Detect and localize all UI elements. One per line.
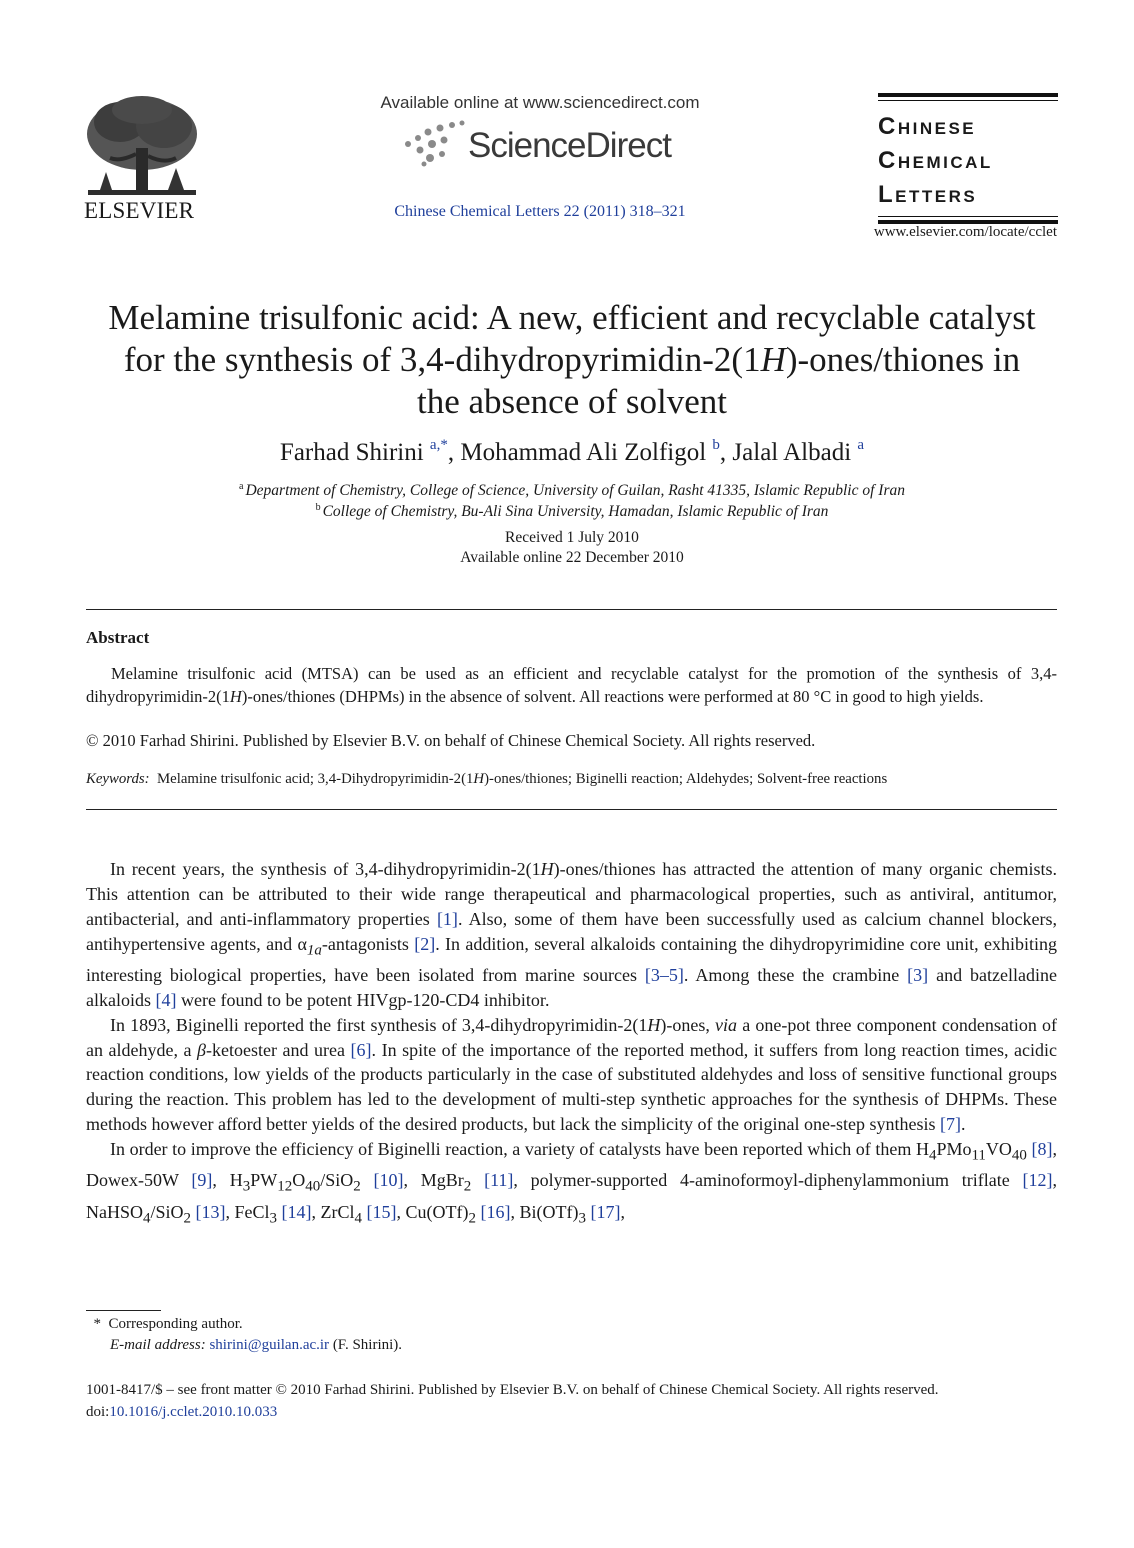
reference-link[interactable]: [8] <box>1031 1138 1053 1159</box>
reference-link[interactable]: [7] <box>939 1114 961 1135</box>
available-online-date: Available online 22 December 2010 <box>460 549 684 566</box>
reference-link[interactable]: [14] <box>281 1201 312 1222</box>
body-paragraph-3: In order to improve the efficiency of Biginelli reaction, a variety of catalysts have been reported which of them $H_4PMo_{11}VO_{40}$ [8], Dowex-50W [9], $H_3PW_{12}O_{40}/SiO_2$ [10], MgBr$_2$ [11], polymer-supported 4-aminoformoyl-diphenylammonium triflate [12], NaHSO$_4$/SiO$_2$ [13], FeCl$_3$ [14], ZrCl$_4$ [15], $Cu(OTf)_2$ [16], $Bi(OTf)_3$ [17], <box>86 1138 1058 1227</box>
author-list: Farhad Shirini $^{a,*}$, Mohammad Ali Zolfigol $^b$, Jalal Albadi $^a$ <box>279 437 865 466</box>
journal-masthead <box>878 93 1058 224</box>
reference-link[interactable]: [6] <box>350 1039 372 1060</box>
affiliation-b: $^b$ College of Chemistry, Bu-Ali Sina University, Hamadan, Islamic Republic of Iran <box>315 502 829 520</box>
journal-citation-link[interactable]: Chinese Chemical Letters 22 (2011) 318–321 <box>394 203 686 220</box>
author-name: Mohammad Ali Zolfigol <box>460 439 707 466</box>
email-link[interactable]: shirini@guilan.ac.ir <box>209 1337 330 1353</box>
author-affiliation-mark[interactable]: a <box>857 437 865 453</box>
journal-name-line2: Chemical <box>878 147 993 174</box>
article-body <box>86 857 1057 1231</box>
journal-name-line1: Chinese <box>878 113 977 140</box>
author-affiliation-mark[interactable]: b <box>712 437 720 453</box>
received-date: Received 1 July 2010 <box>505 529 639 546</box>
author-name: Farhad Shirini <box>279 439 424 466</box>
journal-url: www.elsevier.com/locate/cclet <box>873 224 1057 240</box>
issn-copyright-line: 1001-8417/$ – see front matter © 2010 Farhad Shirini. Published by Elsevier B.V. on behalf of Chinese Chemical Society. All rights reserved. <box>86 1382 939 1398</box>
body-paragraph-1: In recent years, the synthesis of 3,4-dihydropyrimidin-2(1H)-ones/thiones has attracted the attention of many organic chemists. This attention can be attributed to their wide range therapeutical and pharmacological properties, such as antiviral, antitumor, antibacterial, and anti-inflammatory properties [1]. Also, some of them have been successfully used as calcium channel blockers, antihypertensive agents, and $\alpha_{1a}$-antagonists [2]. In addition, several alkaloids containing the dihydropyrimidine core unit, exhibiting interesting biological properties, have been isolated from marine sources [3–5]. Among these the crambine [3] and batzelladine alkaloids [4] were found to be potent HIVgp-120-CD4 inhibitor. <box>86 859 1058 1010</box>
abstract-bottom-divider <box>86 809 1057 810</box>
reference-link[interactable]: [10] <box>373 1170 404 1191</box>
doi-link[interactable]: 10.1016/j.cclet.2010.10.033 <box>109 1404 278 1420</box>
author-name: Jalal Albadi <box>732 439 852 466</box>
reference-link[interactable]: [12] <box>1022 1170 1053 1191</box>
reference-link[interactable]: [3–5] <box>644 964 684 985</box>
doi-line: doi:10.1016/j.cclet.2010.10.033 <box>86 1404 278 1420</box>
abstract-text: Melamine trisulfonic acid (MTSA) can be used as an efficient and recyclable catalyst for the promotion of the synthesis of 3,4-dihydropyrimidin-2(1H)-ones/thiones (DHPMs) in the absence of solvent. All reactions were performed at 80 °C in good to high yields. <box>86 664 1057 706</box>
abstract-heading: Abstract <box>86 628 150 647</box>
affiliation-a: $^a$ Department of Chemistry, College of Science, University of Guilan, Rasht 41335, Islamic Republic of Iran <box>239 481 905 499</box>
journal-name-line3: Letters <box>878 181 978 208</box>
footnote-divider <box>86 1310 161 1311</box>
abstract-top-divider <box>86 609 1057 610</box>
reference-link[interactable]: [13] <box>195 1201 226 1222</box>
sciencedirect-dots-icon <box>400 118 468 172</box>
author-affiliation-mark[interactable]: a,* <box>429 437 448 453</box>
reference-link[interactable]: [2] <box>414 933 436 954</box>
keywords: Keywords: Melamine trisulfonic acid; 3,4-Dihydropyrimidin-2(1H)-ones/thiones; Biginelli reaction; Aldehydes; Solvent-free reactions <box>86 771 888 787</box>
reference-link[interactable]: [16] <box>480 1201 511 1222</box>
reference-link[interactable]: [3] <box>907 964 929 985</box>
sciencedirect-logo <box>400 118 695 172</box>
available-online-text: Available online at www.sciencedirect.com <box>380 93 700 112</box>
article-title: Melamine trisulfonic acid: A new, efficient and recyclable catalyst for the synthesis of 3,4-dihydropyrimidin-2(1H)-ones/thiones in the absence of solvent <box>108 298 1036 421</box>
abstract-copyright: © 2010 Farhad Shirini. Published by Elsevier B.V. on behalf of Chinese Chemical Society. All rights reserved. <box>86 731 816 750</box>
reference-link[interactable]: [4] <box>155 989 177 1010</box>
email-note: E-mail address: shirini@guilan.ac.ir (F. Shirini). <box>110 1337 403 1353</box>
body-paragraph-2: In 1893, Biginelli reported the first synthesis of 3,4-dihydropyrimidin-2(1H)-ones, via a one-pot three component condensation of an aldehyde, a β-ketoester and urea [6]. In spite of the importance of the reported method, it suffers from long reaction times, acidic reaction conditions, low yields of the products particularly in the case of substituted aldehydes and loss of sensitive functional groups during the reaction. This problem has led to the development of multi-step synthetic approaches for the synthesis of DHPMs. These methods however afford better yields of the desired products, but lack the simplicity of the original one-step synthesis [7]. <box>86 1014 1057 1135</box>
publisher-name: ELSEVIER <box>84 198 195 223</box>
reference-link[interactable]: [9] <box>191 1170 213 1191</box>
corresponding-author-note: * Corresponding author. <box>93 1316 243 1332</box>
sciencedirect-wordmark: ScienceDirect <box>468 126 671 165</box>
reference-link[interactable]: [15] <box>366 1201 397 1222</box>
reference-link[interactable]: [1] <box>436 908 458 929</box>
reference-link[interactable]: [17] <box>590 1201 621 1222</box>
reference-link[interactable]: [11] <box>484 1170 514 1191</box>
